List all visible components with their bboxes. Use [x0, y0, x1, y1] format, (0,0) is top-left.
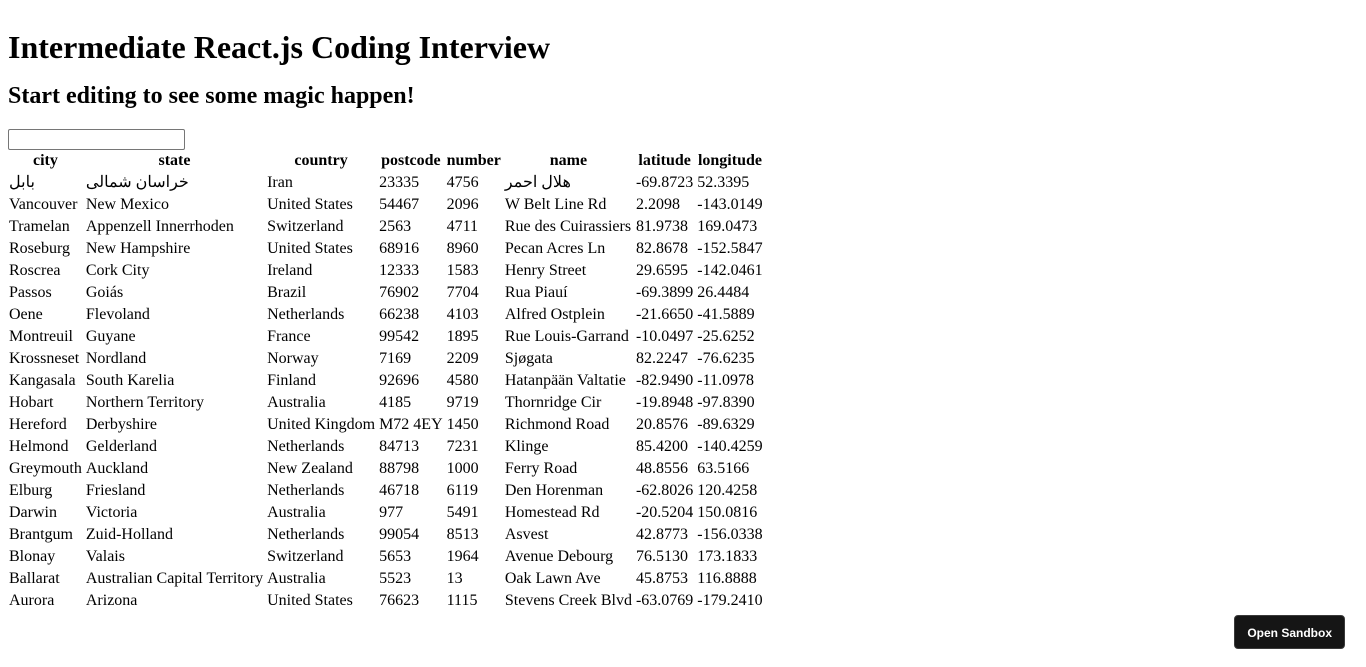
- table-cell-state: Derbyshire: [85, 416, 157, 433]
- table-cell-postcode: 7169: [379, 350, 412, 367]
- table-cell-postcode: 46718: [379, 482, 420, 499]
- table-cell-state: Victoria: [85, 504, 138, 521]
- data-table: [6, 149, 766, 613]
- table-header: [8, 151, 764, 171]
- table-cell-latitude: -10.0497: [635, 328, 694, 345]
- column-header-city[interactable]: city: [33, 152, 58, 169]
- table-cell-latitude: -69.3899: [635, 284, 694, 301]
- table-cell-name: Oak Lawn Ave: [504, 570, 601, 587]
- table-cell-latitude: 20.8576: [635, 416, 688, 433]
- table-cell-state: Australian Capital Territory: [85, 570, 264, 587]
- table-cell-city: بابل: [9, 174, 35, 191]
- table-cell-name: Klinge: [504, 438, 549, 455]
- table-cell-city: Krossneset: [9, 350, 80, 367]
- table-cell-name: Alfred Ostplein: [504, 306, 605, 323]
- table-cell-state: Goiás: [85, 284, 124, 301]
- table-header-row: [8, 151, 764, 171]
- column-header-postcode[interactable]: postcode: [381, 152, 441, 169]
- table-cell-postcode: 5653: [379, 548, 412, 565]
- table-cell-number: 4711: [446, 218, 479, 235]
- table-cell-longitude: 26.4484: [697, 284, 750, 301]
- table-row: [8, 459, 764, 479]
- table-cell-country: Australia: [267, 394, 326, 411]
- table-row: [8, 283, 764, 303]
- table-row: [8, 371, 764, 391]
- table-cell-city: Hereford: [9, 416, 67, 433]
- table-cell-number: 8960: [446, 240, 479, 257]
- table-row: [8, 569, 764, 589]
- table-cell-number: 1450: [446, 416, 479, 433]
- table-cell-postcode: 66238: [379, 306, 420, 323]
- table-cell-country: Iran: [267, 174, 293, 191]
- table-cell-postcode: 12333: [379, 262, 420, 279]
- table-cell-number: 8513: [446, 526, 479, 543]
- table-cell-latitude: 2.2098: [635, 196, 680, 213]
- table-cell-number: 2096: [446, 196, 479, 213]
- table-cell-name: هلال احمر: [504, 174, 571, 191]
- table-cell-name: Rua Piauí: [504, 284, 568, 301]
- table-cell-longitude: -143.0149: [697, 196, 763, 213]
- table-cell-country: United States: [267, 592, 353, 609]
- table-cell-state: New Hampshire: [85, 240, 191, 257]
- table-cell-state: New Mexico: [85, 196, 169, 213]
- table-cell-city: Vancouver: [9, 196, 78, 213]
- table-row: [8, 305, 764, 325]
- page-subtitle: Start editing to see some magic happen!: [8, 83, 415, 109]
- table-cell-city: Brantgum: [9, 526, 73, 543]
- table-cell-name: Hatanpään Valtatie: [504, 372, 626, 389]
- table-cell-number: 1115: [446, 592, 478, 609]
- table-cell-latitude: 76.5130: [635, 548, 688, 565]
- table-row: [8, 349, 764, 369]
- table-cell-city: Passos: [9, 284, 52, 301]
- table-cell-longitude: -152.5847: [697, 240, 763, 257]
- table-cell-name: Ferry Road: [504, 460, 578, 477]
- table-cell-latitude: 81.9738: [635, 218, 688, 235]
- table-cell-number: 7231: [446, 438, 479, 455]
- column-header-longitude[interactable]: longitude: [697, 152, 762, 169]
- table-cell-name: W Belt Line Rd: [504, 196, 607, 213]
- table-cell-longitude: -140.4259: [697, 438, 763, 455]
- table-row: [8, 503, 764, 523]
- table-cell-number: 4756: [446, 174, 479, 191]
- table-cell-postcode: 68916: [379, 240, 420, 257]
- table-cell-number: 7704: [446, 284, 479, 301]
- table-cell-postcode: 54467: [379, 196, 420, 213]
- table-cell-longitude: -156.0338: [697, 526, 763, 543]
- table-cell-country: Netherlands: [267, 482, 345, 499]
- table-row: [8, 327, 764, 347]
- table-cell-city: Hobart: [9, 394, 54, 411]
- table-cell-state: خراسان شمالی: [85, 174, 189, 191]
- table-cell-number: 1964: [446, 548, 479, 565]
- table-cell-postcode: 99054: [379, 526, 420, 543]
- table-cell-postcode: 76902: [379, 284, 420, 301]
- table-cell-number: 9719: [446, 394, 479, 411]
- table-cell-longitude: -11.0978: [697, 372, 755, 389]
- table-cell-latitude: 82.2247: [635, 350, 688, 367]
- table-cell-postcode: 76623: [379, 592, 420, 609]
- table-cell-city: Kangasala: [9, 372, 76, 389]
- table-row: [8, 437, 764, 457]
- table-row: [8, 173, 764, 193]
- page-title: Intermediate React.js Coding Interview: [8, 29, 551, 65]
- table-cell-city: Montreuil: [9, 328, 73, 345]
- table-cell-country: Australia: [267, 504, 326, 521]
- table-cell-country: Netherlands: [267, 526, 345, 543]
- table-cell-country: Netherlands: [267, 306, 345, 323]
- table-cell-longitude: 116.8888: [697, 570, 757, 587]
- table-cell-latitude: 45.8753: [635, 570, 688, 587]
- table-cell-latitude: -63.0769: [635, 592, 694, 609]
- table-cell-postcode: 2563: [379, 218, 412, 235]
- table-cell-state: Friesland: [85, 482, 146, 499]
- table-cell-longitude: 173.1833: [697, 548, 758, 565]
- table-cell-name: Asvest: [504, 526, 549, 543]
- table-cell-city: Tramelan: [9, 218, 70, 235]
- table-cell-postcode: 92696: [379, 372, 420, 389]
- table-cell-longitude: 63.5166: [697, 460, 750, 477]
- table-cell-number: 4103: [446, 306, 479, 323]
- table-cell-country: Switzerland: [267, 218, 344, 235]
- table-cell-name: Thornridge Cir: [504, 394, 602, 411]
- table-cell-name: Henry Street: [504, 262, 587, 279]
- table-cell-state: Gelderland: [85, 438, 157, 455]
- table-cell-city: Aurora: [9, 592, 55, 609]
- table-cell-state: Nordland: [85, 350, 147, 367]
- table-cell-country: Netherlands: [267, 438, 345, 455]
- table-cell-name: Den Horenman: [504, 482, 604, 499]
- table-cell-longitude: -41.5889: [697, 306, 755, 323]
- table-cell-city: Oene: [9, 306, 43, 323]
- table-cell-name: Richmond Road: [504, 416, 610, 433]
- table-cell-postcode: 23335: [379, 174, 420, 191]
- table-cell-postcode: 5523: [379, 570, 412, 587]
- table-cell-number: 6119: [446, 482, 479, 499]
- table-cell-name: Homestead Rd: [504, 504, 600, 521]
- table-cell-latitude: -21.6650: [635, 306, 694, 323]
- table-cell-number: 1583: [446, 262, 479, 279]
- table-body: [8, 173, 764, 611]
- table-cell-latitude: -82.9490: [635, 372, 694, 389]
- table-cell-longitude: -76.6235: [697, 350, 755, 367]
- table-cell-name: Pecan Acres Ln: [504, 240, 606, 257]
- table-cell-postcode: 84713: [379, 438, 420, 455]
- table-cell-longitude: 120.4258: [697, 482, 758, 499]
- table-cell-city: Elburg: [9, 482, 53, 499]
- table-cell-number: 13: [446, 570, 463, 587]
- table-cell-state: Arizona: [85, 592, 138, 609]
- table-cell-latitude: -19.8948: [635, 394, 694, 411]
- table-cell-postcode: 88798: [379, 460, 420, 477]
- table-cell-longitude: -25.6252: [697, 328, 755, 345]
- table-cell-name: Sjøgata: [504, 350, 553, 367]
- table-cell-country: Ireland: [267, 262, 313, 279]
- table-cell-postcode: 977: [379, 504, 404, 521]
- table-cell-state: Flevoland: [85, 306, 150, 323]
- table-row: [8, 217, 764, 237]
- table-cell-country: Finland: [267, 372, 316, 389]
- search-container: [8, 129, 1358, 150]
- table-cell-latitude: 85.4200: [635, 438, 688, 455]
- table-cell-country: United States: [267, 196, 353, 213]
- table-cell-state: South Karelia: [85, 372, 175, 389]
- table-cell-number: 1895: [446, 328, 479, 345]
- table-cell-latitude: 48.8556: [635, 460, 688, 477]
- table-cell-postcode: M72 4EY: [379, 416, 443, 433]
- table-cell-latitude: -20.5204: [635, 504, 694, 521]
- table-cell-longitude: -97.8390: [697, 394, 755, 411]
- table-cell-longitude: 150.0816: [697, 504, 758, 521]
- column-header-name[interactable]: name: [549, 152, 588, 169]
- table-cell-state: Zuid-Holland: [85, 526, 173, 543]
- table-cell-country: United States: [267, 240, 353, 257]
- table-cell-name: Rue Louis-Garrand: [504, 328, 629, 345]
- table-cell-postcode: 99542: [379, 328, 420, 345]
- table-cell-city: Roseburg: [9, 240, 71, 257]
- table-cell-latitude: -69.8723: [635, 174, 694, 191]
- table-cell-state: Cork City: [85, 262, 150, 279]
- table-cell-country: United Kingdom: [267, 416, 376, 433]
- table-cell-state: Northern Territory: [85, 394, 204, 411]
- table-cell-city: Darwin: [9, 504, 57, 521]
- table-cell-city: Ballarat: [9, 570, 60, 587]
- table-cell-number: 2209: [446, 350, 479, 367]
- table-cell-name: Avenue Debourg: [504, 548, 614, 565]
- table-cell-city: Blonay: [9, 548, 56, 565]
- table-cell-longitude: 52.3395: [697, 174, 750, 191]
- table-cell-name: Rue des Cuirassiers: [504, 218, 632, 235]
- table-cell-city: Helmond: [9, 438, 69, 455]
- table-cell-name: Stevens Creek Blvd: [504, 592, 632, 609]
- table-row: [8, 481, 764, 501]
- table-cell-latitude: 82.8678: [635, 240, 688, 257]
- table-cell-number: 4580: [446, 372, 479, 389]
- table-row: [8, 261, 764, 281]
- table-cell-latitude: 29.6595: [635, 262, 688, 279]
- table-cell-country: Norway: [267, 350, 319, 367]
- table-cell-country: Brazil: [267, 284, 307, 301]
- column-header-latitude[interactable]: latitude: [638, 152, 691, 169]
- table-row: [8, 591, 764, 611]
- table-row: [8, 195, 764, 215]
- table-cell-state: Auckland: [85, 460, 149, 477]
- column-header-state[interactable]: state: [158, 152, 191, 169]
- table-row: [8, 415, 764, 435]
- table-cell-postcode: 4185: [379, 394, 412, 411]
- table-cell-country: New Zealand: [267, 460, 353, 477]
- table-cell-state: Appenzell Innerrhoden: [85, 218, 234, 235]
- table-cell-longitude: -142.0461: [697, 262, 763, 279]
- column-header-number[interactable]: number: [446, 152, 501, 169]
- table-cell-longitude: -89.6329: [697, 416, 755, 433]
- open-sandbox-button[interactable]: Open Sandbox: [1234, 615, 1345, 649]
- table-cell-latitude: 42.8773: [635, 526, 688, 543]
- table-cell-state: Guyane: [85, 328, 136, 345]
- table-row: [8, 547, 764, 567]
- table-cell-country: Switzerland: [267, 548, 344, 565]
- table-cell-latitude: -62.8026: [635, 482, 694, 499]
- table-cell-country: France: [267, 328, 311, 345]
- table-cell-state: Valais: [85, 548, 125, 565]
- table-row: [8, 393, 764, 413]
- column-header-country[interactable]: country: [294, 152, 348, 169]
- table-cell-number: 1000: [446, 460, 479, 477]
- search-input[interactable]: [8, 129, 185, 150]
- table-cell-city: Greymouth: [9, 460, 82, 477]
- table-cell-longitude: 169.0473: [697, 218, 758, 235]
- table-cell-country: Australia: [267, 570, 326, 587]
- table-cell-number: 5491: [446, 504, 479, 521]
- table-row: [8, 525, 764, 545]
- table-cell-city: Roscrea: [9, 262, 61, 279]
- table-cell-longitude: -179.2410: [697, 592, 763, 609]
- table-row: [8, 239, 764, 259]
